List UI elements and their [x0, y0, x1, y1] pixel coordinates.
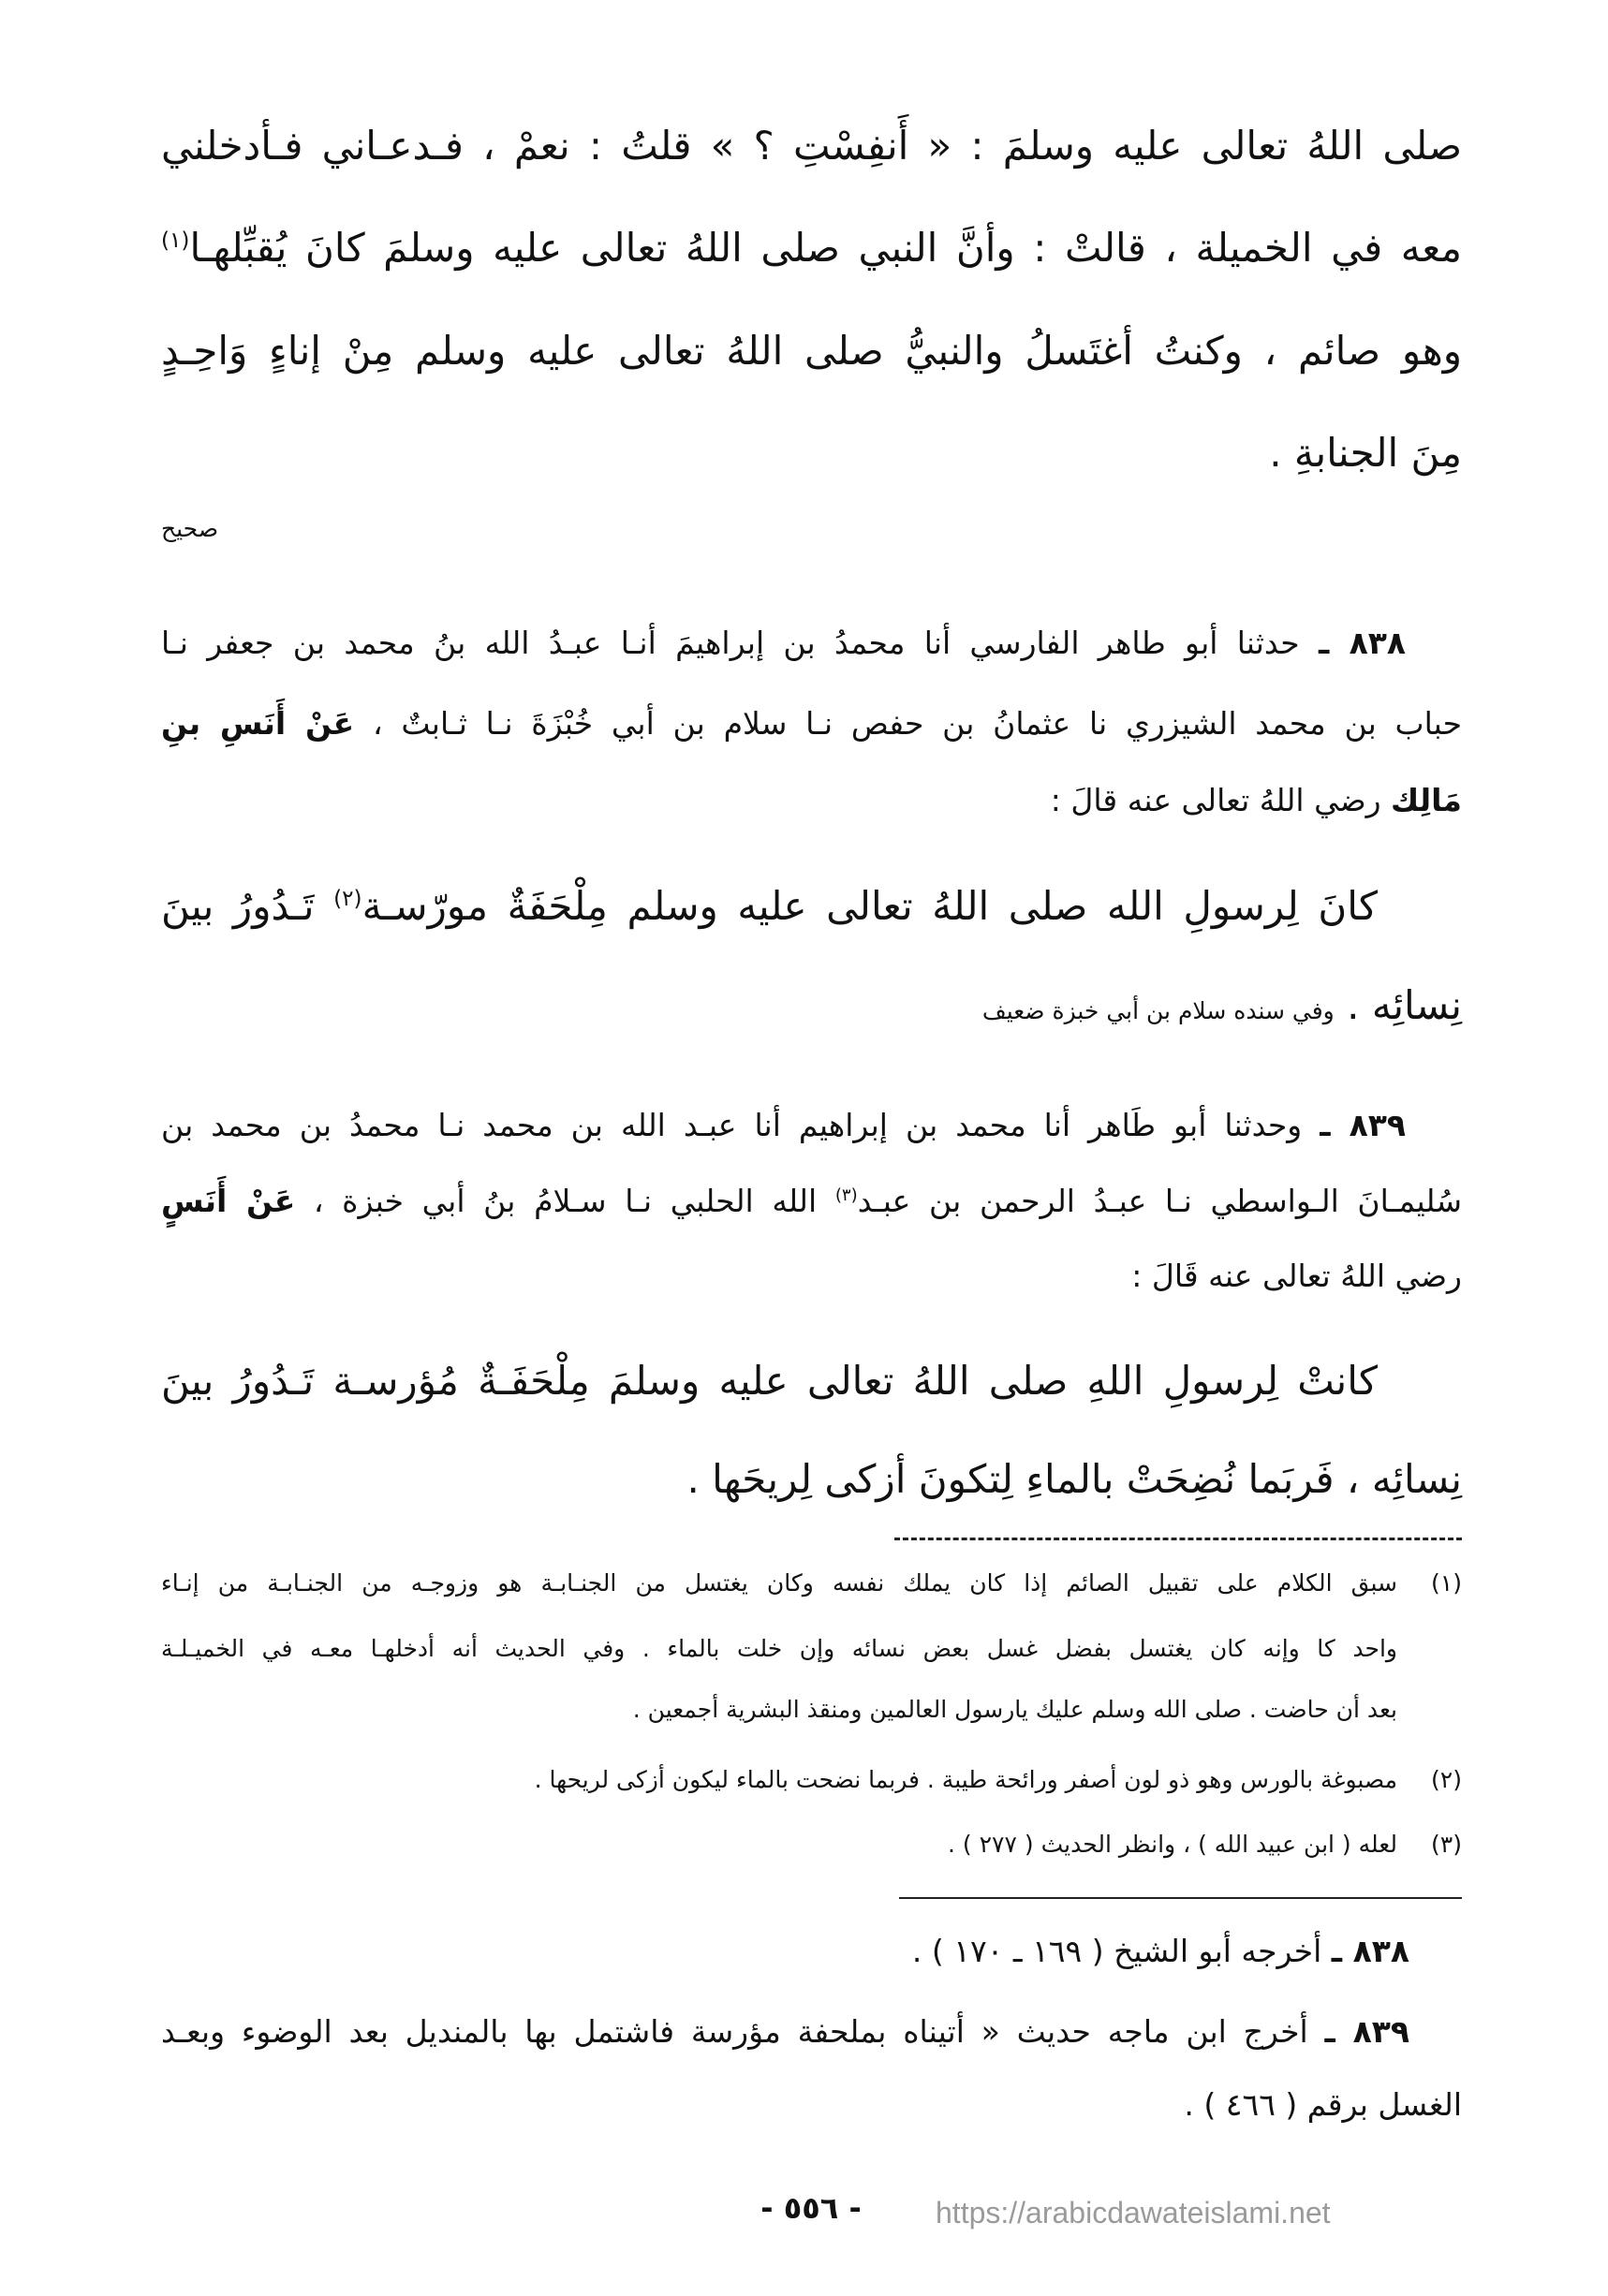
matn-line: [161, 1433, 1462, 1526]
continuation-text: وهو صائم ، وكنتُ أغتَسلُ والنبيُّ صلى اللهُ تعالى عليه وسلم مِنْ إناءٍ وَاحِـدٍ: [161, 328, 1462, 374]
footnote-ref: (٣): [834, 1185, 858, 1205]
sanad-note: وفي سنده سلام بن أبي خبزة ضعيف: [981, 997, 1335, 1024]
takhrij-number: ٨٣٨ ـ: [1331, 1933, 1409, 1969]
isnad-text: رضي اللهُ تعالى عنه قَالَ :: [1131, 1258, 1462, 1294]
matn-text: كانَ لِرسولِ الله صلى اللهُ تعالى عليه وسلم مِلْحَفَةٌ مورّسـة: [361, 883, 1378, 929]
matn-text: كانتْ لِرسولِ اللهِ صلى اللهُ تعالى عليه وسلمَ مِلْحَفَـةٌ مُؤرسـة تَـدُورُ بينَ: [161, 1358, 1378, 1404]
isnad-line: [161, 765, 1462, 836]
isnad-text: رضي اللهُ تعالى عنه قالَ :: [1050, 782, 1381, 818]
takhrij-number: ٨٣٩ ـ: [1324, 2013, 1409, 2050]
matn-line: [161, 1334, 1462, 1428]
footnote-number: (٢): [1431, 1766, 1462, 1793]
isnad-line: [161, 608, 1462, 679]
isnad-text: سُليمـانَ الـواسطي نـا عبـدُ الرحمن بن عبـد: [857, 1183, 1462, 1219]
continuation-text-line: [161, 406, 1462, 500]
isnad-text: حباب بن محمد الشيزري نا عثمانُ بن حفص نـا سلام بن أبي خُبْزَةَ نـا ثـابتٌ ،: [372, 705, 1462, 742]
isnad-text: الله الحلبي نـا سـلامُ بنُ أبي خبزة ،: [313, 1183, 818, 1219]
hadith-number: ٨٣٨ ـ: [1318, 625, 1406, 661]
footnote-ref: (١): [161, 228, 190, 253]
takhrij-text: أخرج ابن ماجه حديث « أتيناه بملحفة مؤرسة فاشتمل بها بالمنديل بعد الوضوء وبعـد: [161, 2013, 1308, 2050]
matn-text: تَـدُورُ بينَ: [161, 883, 315, 929]
footnote-text-line: واحد كا وإنه كان يغتسل بفضل غسل بعض نسائه وإن خلت بالماء . وفي الحديث أنه أدخلهـا معـه في الخميـلـة: [161, 1635, 1397, 1662]
companion-name-bold: مَالِك: [1391, 782, 1462, 818]
footnote-text-line: لعله ( ابن عبيد الله ) ، وانظر الحديث ( ٢٧٧ ) .: [948, 1831, 1397, 1858]
continuation-text-line: [161, 201, 1462, 295]
continuation-text: مِنَ الجنابةِ .: [1269, 430, 1462, 476]
footnote-number: (٣): [1431, 1831, 1462, 1858]
isnad-text: حدثنا أبو طاهر الفارسي أنا محمدُ بن إبراهيمَ أنـا عبـدُ الله بنُ محمد بن جعفر نـا: [161, 625, 1300, 661]
continuation-text-line: [161, 304, 1462, 398]
isnad-line: [161, 688, 1462, 759]
takhrij-line: [161, 1916, 1462, 1987]
takhrij-line: [161, 1996, 1462, 2068]
companion-name-bold: عَنْ أَنَسٍ: [161, 1183, 296, 1219]
footnote-text-line: سبق الكلام على تقبيل الصائم إذا كان يملك نفسه وكان يغتسل من الجنـابـة هو وزوجـه من الجنـابـة من إنـاء: [161, 1569, 1397, 1597]
watermark-url: https://arabicdawateislami.net: [936, 2196, 1331, 2230]
footnote-text-line: بعد أن حاضت . صلى الله وسلم عليك يارسول العالمين ومنقذ البشرية أجمعين .: [632, 1696, 1397, 1723]
isnad-line: [161, 1166, 1462, 1237]
continuation-text: معه في الخميلة ، قالتْ : وأنَّ النبي صلى اللهُ تعالى عليه وسلمَ كانَ يُقبِّلهـا: [189, 225, 1462, 271]
isnad-line: [161, 1090, 1462, 1161]
matn-text: نِسائِه ، فَربَما نُضِحَتْ بالماءِ لِتكونَ أزكى لِريحَها .: [686, 1456, 1462, 1502]
isnad-line: [161, 1241, 1462, 1312]
takhrij-text: أخرجه أبو الشيخ ( ١٦٩ ـ ١٧٠ ) .: [911, 1933, 1322, 1969]
matn-line: [161, 860, 1462, 953]
matn-text: نِسائِه .: [1347, 982, 1462, 1028]
hadith-number: ٨٣٩ ـ: [1320, 1107, 1406, 1143]
takhrij-text: الغسل برقم ( ٤٦٦ ) .: [1184, 2086, 1462, 2123]
companion-name-bold: عَنْ أَنَسِ بنِ: [161, 705, 355, 742]
continuation-text-line: [161, 99, 1462, 193]
footnote-number: (١): [1431, 1569, 1462, 1597]
footnote-ref: (٢): [333, 887, 362, 911]
page-number: - ٥٥٦ -: [760, 2190, 862, 2226]
takhrij-line: [161, 2069, 1462, 2141]
footnote-separator: [894, 1538, 1462, 1540]
footnote-text-line: مصبوغة بالورس وهو ذو لون أصفر ورائحة طيبة . فربما نضحت بالماء ليكون أزكى لريحها .: [534, 1766, 1397, 1793]
grade-label: صحيح: [161, 515, 219, 542]
isnad-text: وحدثنا أبو طَاهر أنا محمد بن إبراهيم أنا عبـد الله بن محمد نـا محمدُ بن محمد بن: [161, 1107, 1303, 1143]
takhrij-separator: [899, 1897, 1462, 1899]
continuation-text: صلى اللهُ تعالى عليه وسلمَ : « أَنفِسْتِ ؟ » قلتُ : نعمْ ، فـدعـاني فـأدخلني: [161, 123, 1462, 169]
matn-line: [161, 959, 1462, 1052]
